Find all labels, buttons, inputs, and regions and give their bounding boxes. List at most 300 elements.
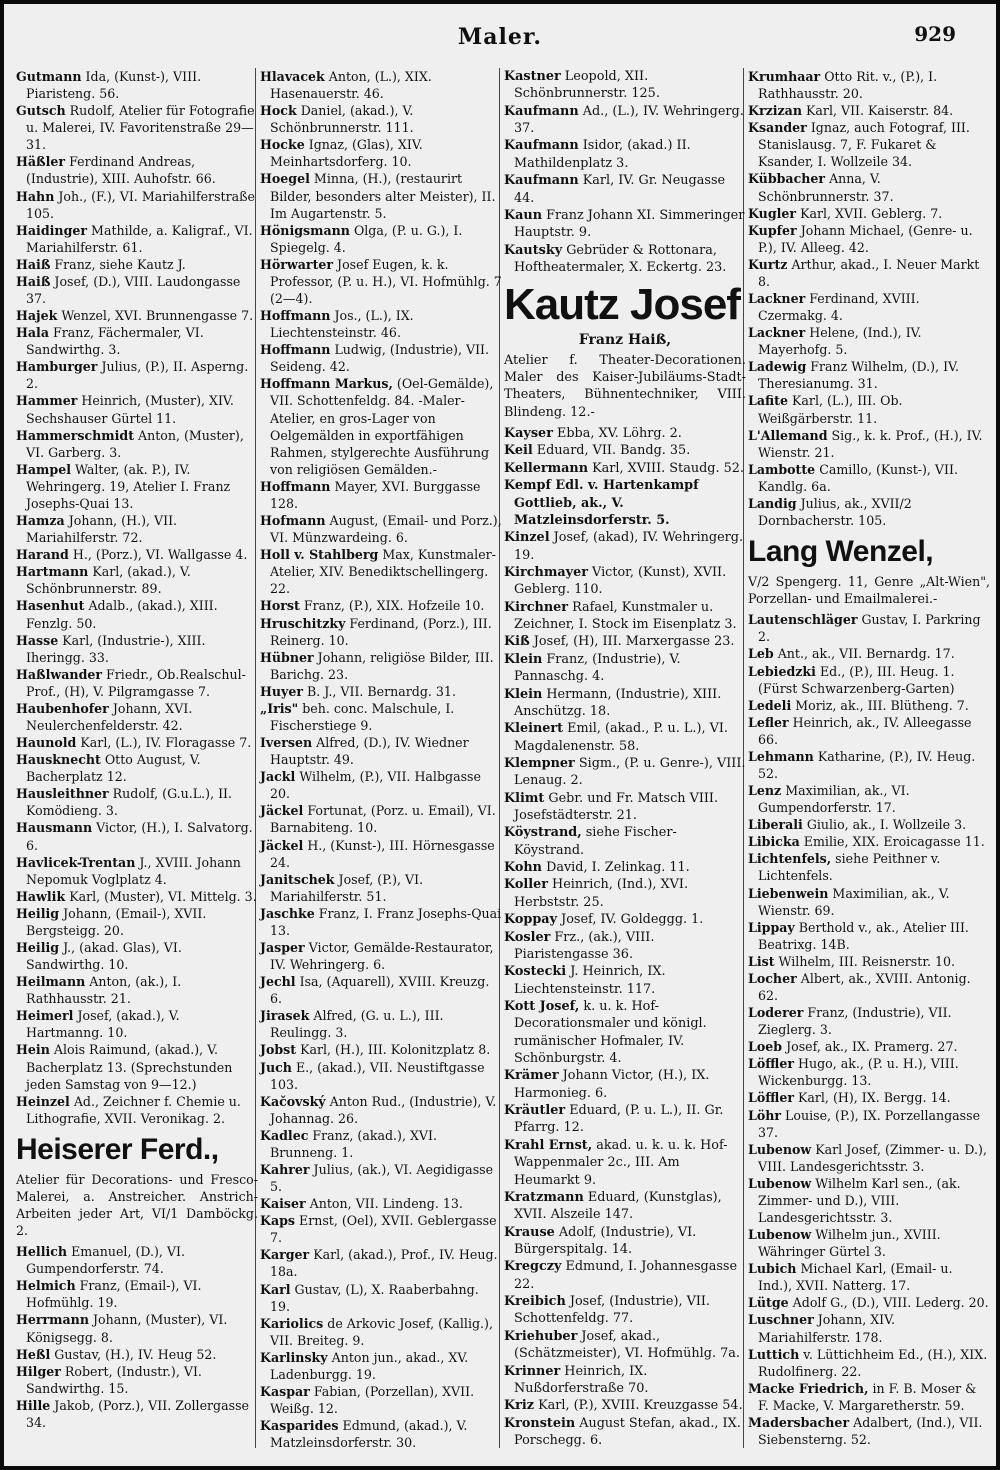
entry-details: Josef Eugen, k. k. Professor, (P. u. H.), VI. Hofmühlg. 7 (2—4). [270,256,502,307]
directory-entry [748,748,990,782]
entry-name: Hlavacek [260,69,325,84]
entry-name: Kaufmann [504,103,579,119]
entry-name: Hausleithner [16,786,109,802]
entry-details: Giulio, ak., I. Wollzeile 3. [802,817,967,833]
entry-details: Heinrich, (Muster), XIV. Sechshauser Gürtel 11. [26,393,234,426]
entry-name: Landig [748,495,797,511]
entry-details: Mayer, XVI. Burggasse 128. [270,478,481,511]
entry-name: Haubenhofer [16,700,109,716]
directory-entry [260,222,502,256]
entry-name: Kratzmann [504,1189,584,1205]
entry-details: Frz., (ak.), VIII. Piaristengasse 36. [514,929,655,962]
directory-entry [260,1059,502,1093]
entry-name: Heilig [16,939,60,955]
entry-details: Karl, (Muster), VI. Mittelg. 3. [65,888,257,904]
entry-details: Ludwig, (Industrie), VII. Seideng. 42. [270,342,490,375]
entry-details: Alfred, (G. u. L.), III. Reulingg. 3. [270,1008,444,1041]
entry-name: Liberali [748,817,803,833]
directory-entry [748,1038,990,1055]
entry-name: Helmich [16,1278,76,1294]
entry-name: Kariolics [260,1315,324,1331]
entry-details: Ad., Zeichner f. Chemie u. Lithografie, XVII. Veronikag. 2. [26,1093,241,1126]
entry-details: Berthold v., ak., Atelier III. Beatrixg. 14B. [758,919,969,952]
directory-entry [504,1067,746,1102]
entry-details: Wilhelm Karl sen., (ak. Zimmer- und D.), VIII. Landesgerichtsstr. 3. [758,1175,961,1225]
entry-details: Robert, (Industr.), VI. Sandwirthg. 15. [26,1363,202,1396]
directory-entry [504,242,746,277]
directory-entry [748,611,990,645]
entry-details: Karl, VII. Kaiserstr. 84. [802,103,954,119]
entry-name: Jasper [260,939,305,955]
entry-name: Kübbacher [748,171,826,187]
entry-details: Rafael, Kunstmaler u. Zeichner, I. Stock im Eisenplatz 3. [514,599,737,633]
directory-entry [260,512,502,546]
directory-entry [504,1293,746,1328]
directory-entry [504,686,746,721]
directory-entry [504,790,746,825]
entry-name: Lackner [748,291,806,307]
entry-name: Lebiedzki [748,663,816,679]
entry-name: Kugler [748,205,797,221]
directory-entry [260,170,502,221]
directory-entry [16,68,258,102]
column-2 [260,68,502,1451]
entry-name: Loderer [748,1005,804,1021]
entry-details: Isa, (Aquarell), XVIII. Kreuzg. 6. [270,974,490,1007]
entry-details: Daniel, (akad.), V. Schönbrunnerstr. 111. [270,103,414,136]
entry-name: Hartmann [16,564,89,580]
entry-name: Koppay [504,912,557,928]
entry-details: H., (Kunst-), III. Hörnesgasse 24. [270,837,495,870]
directory-entry [748,1294,990,1311]
entry-details: Friedr., Ob.Realschul-Prof., (H), V. Pilgramgasse 7. [26,666,246,699]
directory-entry [16,1346,258,1363]
entry-name: Krahl Ernst, [504,1137,593,1153]
directory-entry [504,633,746,650]
directory-entry [748,850,990,884]
directory-page [4,4,996,1466]
column-1 [16,68,258,1431]
entry-name: Kriehuber [504,1328,578,1344]
entry-details: Adalbert, (Ind.), VII. Siebensterng. 52. [758,1414,983,1448]
entry-details: August, (Email- und Porz.), VI. Münzwardeing. 6. [270,513,502,546]
entry-name: Koller [504,877,548,893]
entry-name: Lubich [748,1261,797,1277]
entry-name: Kregczy [504,1259,562,1275]
entry-name: Horst [260,598,300,614]
entry-details: Edmund, I. Johannesgasse 22. [514,1259,738,1292]
entry-details: siehe Peithner v. Lichtenfels. [758,851,941,884]
entry-details: Moriz, ak., III. Blütheng. 7. [791,697,969,713]
entry-details: Franz, (akad.), XVI. Brunneng. 1. [270,1127,437,1160]
directory-entry [748,1004,990,1038]
directory-entry [16,939,258,973]
directory-entry [16,854,258,888]
entry-details: k. u. k. Hof-Decorationsmaler und königl. rumänischer Hofmaler, IV. Schönburgstr. 4. [514,998,707,1067]
entry-details: Franz, I. Franz Josephs-Quai 13. [270,905,502,938]
directory-entry [16,666,258,700]
directory-entry [260,1349,502,1383]
entry-details: Eduard, (Kunstglas), XVII. Alszeile 147. [514,1189,722,1223]
directory-entry [260,1161,502,1195]
entry-name: Jechl [260,974,296,990]
entry-details: David, I. Zelinkag. 11. [542,860,690,876]
directory-entry [748,170,990,204]
entry-name: Herrmann [16,1312,89,1328]
entry-name: Kleinert [504,721,564,737]
entry-name: Haiß [16,273,51,289]
directory-entry [16,973,258,1007]
entry-name: Gutmann [16,69,82,84]
entry-details: Franz, siehe Kautz J. [50,256,186,272]
directory-entry [504,564,746,599]
directory-entry [260,478,502,512]
entry-name: Klein [504,651,543,667]
directory-entry [16,700,258,734]
entry-details: Alfred, (D.), IV. Wiedner Hauptstr. 49. [270,735,469,768]
entry-name: L'Allemand [748,427,828,443]
directory-entry [16,546,258,563]
entry-name: Hamza [16,513,65,529]
directory-entry [504,1137,746,1189]
entry-name: Juch [260,1059,292,1075]
entry-details: Eduard, (P. u. L.), II. Gr. Pfarrg. 12. [514,1103,724,1136]
directory-entry [260,802,502,836]
directory-entry [16,597,258,631]
directory-entry [16,1243,258,1277]
entry-details: siehe Fischer-Köystrand. [514,825,677,858]
entry-name: Heilig [16,905,60,921]
entry-name: Hamburger [16,359,98,375]
entry-details: Ebba, XV. Löhrg. 2. [552,426,682,442]
entry-name: Krämer [504,1068,559,1084]
entry-details: Josef, (H), III. Marxergasse 23. [529,634,735,650]
entry-name: Hocke [260,137,305,153]
entry-details: Anton Rud., (Industrie), V. Johannag. 26. [270,1093,497,1126]
directory-entry [748,697,990,714]
directory-entry [16,222,258,256]
entry-name: Kreibich [504,1294,566,1310]
directory-entry [748,119,990,170]
entry-details: Max, Kunstmaler-Atelier, XIV. Benediktschellingerg. 22. [270,547,496,597]
entry-details: Johann, (H.), VII. Mariahilferstr. 72. [26,513,178,546]
entry-name: Libicka [748,834,800,850]
page-number: 929 [914,22,956,46]
entry-details: Ant., ak., VII. Bernardg. 17. [773,646,955,662]
directory-entry [504,911,746,928]
directory-entry [16,1363,258,1397]
entry-name: Krinner [504,1363,561,1379]
directory-entry [748,102,990,119]
directory-entry [748,816,990,833]
entry-details: J. Heinrich, IX. Liechtensteinstr. 117. [514,964,666,997]
entry-details: Anton, (ak.), I. Rathhausstr. 21. [26,974,182,1007]
entry-details: Wilhelm jun., XVIII. Währinger Gürtel 3. [758,1227,941,1260]
entry-details: Karl, (L.), III. Ob. Weißgärberstr. 11. [758,393,903,426]
entry-name: Kurtz [748,256,788,272]
directory-entry [16,512,258,546]
directory-entry [16,905,258,939]
entry-name: Jobst [260,1042,297,1058]
entry-details: Franz Wilhelm, (D.), IV. Theresianumg. 31. [758,359,959,392]
directory-entry [16,1311,258,1345]
directory-entry [748,427,990,461]
directory-entry [504,460,746,477]
entry-details: Victor, Gemälde-Restaurator, IV. Wehringerg. 6. [270,939,494,973]
entry-details: Walter, (ak. P.), IV. Wehringerg. 19, Atelier I. Franz Josephs-Quai 13. [26,461,231,511]
directory-entry [748,1414,990,1448]
entry-name: Heimerl [16,1008,74,1024]
directory-entry [504,1328,746,1363]
entry-details: Johann, XIV. Mariahilferstr. 178. [758,1312,896,1345]
entry-details: beh. conc. Malschule, I. Fischerstiege 9. [270,700,455,733]
entry-name: Kačovský [260,1093,326,1109]
entry-details: Sigm., (P. u. Genre-), VIII. Lenaug. 2. [514,755,746,789]
entry-name: Kempf Edl. v. Hartenkampf Gottlieb, ak., V. Matzleinsdorferstr. 5. [504,478,699,528]
entry-details: Otto August, V. Bacherplatz 12. [26,752,201,785]
entry-details: Karl, IV. Gr. Neugasse 44. [514,173,726,206]
entry-details: Katharine, (P.), IV. Heug. 52. [758,748,976,781]
entry-details: Karl, (akad.), V. Schönbrunnerstr. 89. [26,564,191,597]
entry-details: Josef, (akad), IV. Wehringerg. 19. [514,530,744,563]
directory-entry [260,1417,502,1451]
entry-name: Kosler [504,929,551,945]
directory-entry [260,307,502,341]
entry-details: Minna, (H.), (restaurirt Bilder, besonders alter Meister), II. Im Augartenstr. 5. [270,171,496,221]
entry-name: Kupfer [748,222,797,238]
directory-entry [748,256,990,290]
entry-details: Johann Michael, (Genre- u. P.), IV. Alleeg. 42. [758,222,973,255]
entry-name: Haßlwander [16,666,103,682]
entry-name: Kautsky [504,242,563,258]
entry-details: Karl, XVIII. Staudg. 52. [588,460,744,476]
entry-name: Hille [16,1397,51,1413]
entry-details: Jakob, (Porz.), VII. Zollergasse 34. [26,1397,250,1430]
entry-details: Wenzel, XVI. Brunnengasse 7. [57,308,254,324]
entry-details: Karl, (Industrie-), XIII. Iheringg. 33. [26,632,206,665]
entry-name: Hampel [16,461,71,477]
entry-name: Hasse [16,632,59,648]
entry-details: Franz Johann XI. Simmeringer Hauptstr. 9. [514,207,745,241]
entry-name: Luttich [748,1346,800,1362]
directory-entry [504,425,746,442]
entry-name: Löffler [748,1056,794,1072]
directory-entry [504,1415,746,1450]
entry-details: Heinrich, (Ind.), XVI. Herbststr. 25. [514,877,689,910]
advertisement-title: Kautz Josef [504,280,740,330]
entry-name: Lambotte [748,461,816,477]
entry-details: Ida, (Kunst-), VIII. Piaristeng. 56. [26,69,202,102]
directory-entry [16,188,258,222]
directory-entry [16,307,258,324]
directory-entry [260,102,502,136]
directory-entry [504,68,746,103]
entry-details: Anton, (Muster), VI. Garberg. 3. [26,427,244,460]
entry-details: Anton jun., akad., XV. Ladenburgg. 19. [270,1349,469,1382]
directory-entry [748,1346,990,1380]
entry-details: Gebr. und Fr. Matsch VIII. Josefstädterstr. 21. [514,790,719,824]
entry-details: Edmund, (akad.), V. Matzleinsdorferstr. 30. [270,1418,468,1451]
entry-name: Jäckel [260,803,304,819]
entry-name: Lubenow [748,1227,812,1243]
entry-name: Liebenwein [748,885,829,901]
directory-entry [504,207,746,242]
directory-entry [748,645,990,662]
directory-entry [16,563,258,597]
entry-name: Lackner [748,325,806,341]
directory-entry [260,1383,502,1417]
directory-entry [16,1007,258,1041]
directory-entry [748,1260,990,1294]
directory-entry [260,734,502,768]
entry-name: Kott Josef, [504,998,580,1014]
directory-entry [260,871,502,905]
directory-entry [260,768,502,802]
entry-details: Ignaz, auch Fotograf, III. Stanislausg. 7, F. Fukaret & Ksander, I. Wollzeile 34. [758,120,970,170]
entry-details: E., (akad.), VII. Neustiftgasse 103. [270,1059,485,1092]
entry-details: Hermann, (Industrie), XIII. Anschützg. 18. [514,686,722,719]
entry-details: Fortunat, (Porz. u. Email), VI. Barnabiteng. 10. [270,803,496,836]
entry-details: Josef, IV. Goldeggg. 1. [557,912,704,928]
entry-name: Hausmann [16,820,93,836]
entry-name: Kaufmann [504,138,579,154]
directory-entry [748,953,990,970]
directory-entry [504,824,746,859]
entry-name: Hruschitzky [260,615,346,631]
directory-entry [16,632,258,666]
entry-name: Hoffmann [260,308,331,324]
entry-details: Adalb., (akad.), XIII. Fenzlg. 50. [26,598,218,631]
directory-entry [260,597,502,614]
entry-details: Emil, (akad., P. u. L.), VI. Magdalenenstr. 58. [514,721,728,754]
directory-entry [748,1311,990,1345]
entry-name: Heilmann [16,974,86,990]
entry-name: Locher [748,970,797,986]
entry-name: Hofmann [260,513,326,529]
directory-entry [260,375,502,477]
directory-entry [260,683,502,700]
entry-name: Krause [504,1224,555,1240]
entry-details: Johann, religiöse Bilder, III. Barichg. 23. [270,649,494,682]
entry-details: Josef, akad., (Schätzmeister), VI. Hofmühlg. 7a. [514,1328,740,1362]
directory-entry [260,1127,502,1161]
entry-details: Heinrich, IX. Nußdorferstraße 70. [514,1363,649,1396]
entry-details: in F. B. Moser & F. Macke, V. Margaretherstr. 59. [758,1380,977,1413]
directory-entry [16,819,258,853]
entry-details: Franz, (Industrie), V. Pannaschg. 4. [514,651,681,685]
entry-name: List [748,953,775,969]
entry-name: Ladewig [748,359,807,375]
entry-name: Holl v. Stahlberg [260,547,379,563]
entry-details: Joh., (F.), VI. Mariahilferstraße 105. [26,188,255,221]
entry-name: Janitschek [260,871,335,887]
entry-name: Kostecki [504,964,567,980]
directory-entry [260,1281,502,1315]
entry-name: Lichtenfels, [748,851,832,867]
entry-name: Kiß [504,634,530,650]
entry-name: Kahrer [260,1162,310,1177]
advertisement-subtitle: Franz Haiß, [578,332,672,349]
entry-name: Kadlec [260,1127,309,1143]
entry-name: Hammerschmidt [16,427,135,443]
entry-details: Gustav, (L), X. Raaberbahng. 19. [270,1281,479,1314]
entry-details: Arthur, akad., I. Neuer Markt 8. [758,256,980,289]
directory-entry [748,461,990,495]
directory-entry [260,546,502,597]
entry-name: Kaufmann [504,173,579,189]
entry-details: Victor, (H.), I. Salvatorg. 6. [26,820,253,853]
entry-details: Olga, (P. u. G.), I. Spiegelg. 4. [270,222,463,255]
entry-details: Rudolf, Atelier für Fotografie u. Malerei, IV. Favoritenstraße 29—31. [26,103,255,153]
directory-entry [16,427,258,461]
entry-details: Gustav, I. Parkring 2. [758,612,981,645]
entry-details: Julius, (P.), II. Asperng. 2. [26,359,249,392]
directory-entry [748,714,990,748]
directory-entry [504,859,746,876]
advertisement-body: Atelier f. Theater-Decorationen. Maler des Kaiser-Jubiläums-Stadt-Theaters, Bühnentechniker, VIII. Blindeng. 12.- [504,352,746,420]
directory-entry [748,782,990,816]
entry-name: Lefler [748,714,789,730]
directory-entry [16,734,258,751]
entry-details: Heinrich, ak., IV. Alleegasse 66. [758,714,972,747]
advertisement-body: V/2 Spengerg. 11, Genre „Alt-Wien", Porzellan- und Emailmalerei.- [748,574,990,607]
entry-name: Madersbacher [748,1414,850,1430]
directory-entry [260,341,502,375]
directory-entry [748,1226,990,1260]
directory-entry [504,442,746,459]
directory-entry [504,755,746,790]
entry-name: Gutsch [16,103,66,119]
entry-name: Hörwarter [260,256,334,272]
entry-details: Emanuel, (D.), VI. Gumpendorferstr. 74. [26,1244,186,1277]
entry-details: J., XVIII. Johann Nepomuk Voglplatz 4. [26,854,241,887]
entry-details: Karl, (akad.), Prof., IV. Heug. 18a. [270,1247,498,1280]
directory-entry [260,68,502,102]
directory-entry [504,1397,746,1414]
directory-entry [16,392,258,426]
directory-entry [260,649,502,683]
directory-entry [504,1224,746,1259]
entry-details: Helene, (Ind.), IV. Mayerhofg. 5. [758,325,922,358]
directory-entry [16,1277,258,1311]
entry-name: Heßl [16,1346,51,1362]
entry-details: Otto Rit. v., (P.), I. Rathhausstr. 20. [758,69,938,102]
entry-details: Camillo, (Kunst-), VII. Kandlg. 6a. [758,461,958,494]
entry-details: Gustav, (H.), IV. Heug 52. [50,1346,217,1362]
entry-name: Klimt [504,790,545,806]
entry-name: Hönigsmann [260,222,350,238]
directory-entry [504,477,746,529]
entry-details: Jos., (L.), IX. Liechtensteinstr. 46. [270,308,414,341]
entry-name: Hein [16,1042,50,1058]
entry-details: Hugo, ak., (P. u. H.), VIII. Wickenburgg. 13. [758,1056,959,1089]
directory-entry [16,785,258,819]
entry-name: Lafite [748,393,789,409]
entry-details: Karl Josef, (Zimmer- u. D.), VIII. Landesgerichtsstr. 3. [758,1141,987,1174]
directory-entry [748,885,990,919]
entry-name: Kasparides [260,1418,339,1434]
entry-details: Anton, VII. Lindeng. 13. [305,1196,463,1212]
entry-details: Ferdinand, (Porz.), III. Reinerg. 10. [270,615,492,648]
entry-details: Michael Karl, (Email- u. Ind.), XVII. Natterg. 17. [758,1261,953,1294]
entry-name: Keil [504,443,533,459]
entry-details: v. Lüttichheim Ed., (H.), XIX. Rudolfinerg. 22. [758,1346,988,1379]
entry-details: Isidor, (akad.) II. Mathildenplatz 3. [514,138,691,171]
entry-details: Josef, (P.), VI. Mariahilferstr. 51. [270,871,424,904]
directory-entry [748,1055,990,1089]
entry-name: Hilger [16,1363,61,1379]
entry-name: Karlinsky [260,1349,328,1365]
